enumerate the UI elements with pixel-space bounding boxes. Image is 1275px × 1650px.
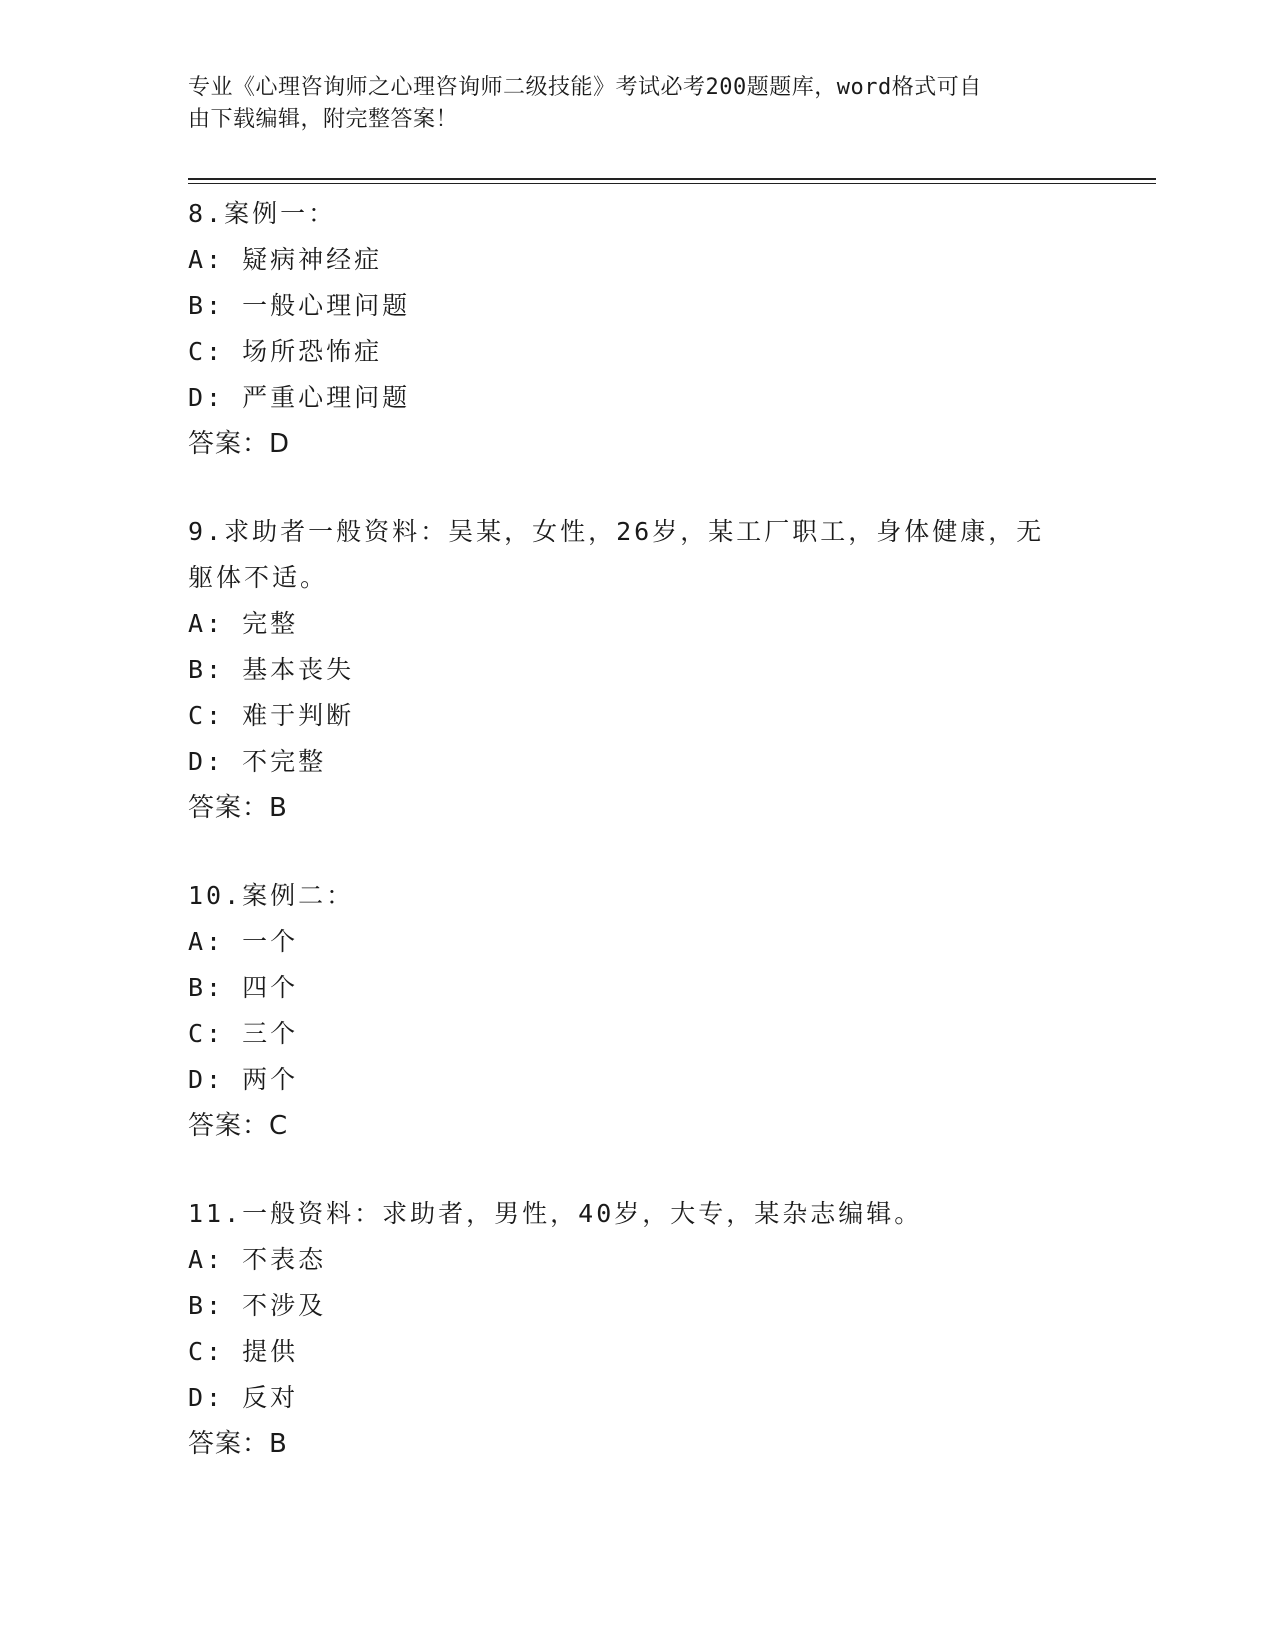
option-a: A: 一个 — [188, 927, 299, 956]
answer-line: 答案：D — [188, 429, 291, 459]
question-stem: 10.案例二： — [188, 881, 355, 910]
option-d: D: 两个 — [188, 1065, 299, 1094]
question-list — [188, 191, 1088, 1509]
question-stem: 8.案例一： — [188, 199, 337, 228]
question-stem: 躯体不适。 — [188, 563, 329, 592]
header-line: 专业《心理咨询师之心理咨询师二级技能》考试必考200题题库，word格式可自 — [188, 75, 982, 100]
option-a: A: 不表态 — [188, 1245, 327, 1274]
answer-line: 答案：B — [188, 1429, 288, 1459]
option-c: C: 场所恐怖症 — [188, 337, 383, 366]
question-block — [188, 509, 1088, 831]
option-b: B: 基本丧失 — [188, 655, 355, 684]
option-c: C: 难于判断 — [188, 701, 355, 730]
question-block — [188, 191, 1088, 467]
question-stem: 9.求助者一般资料：吴某，女性，26岁，某工厂职工，身体健康，无 — [188, 517, 1045, 546]
header-line: 由下载编辑，附完整答案！ — [188, 107, 459, 132]
option-a: A: 疑病神经症 — [188, 245, 383, 274]
header-divider — [188, 183, 1156, 184]
question-stem: 11.一般资料：求助者，男性，40岁，大专，某杂志编辑。 — [188, 1199, 923, 1228]
option-c: C: 提供 — [188, 1337, 299, 1366]
answer-line: 答案：C — [188, 1111, 289, 1141]
document-header — [188, 72, 1068, 136]
option-d: D: 反对 — [188, 1383, 299, 1412]
option-b: B: 一般心理问题 — [188, 291, 411, 320]
option-b: B: 不涉及 — [188, 1291, 327, 1320]
option-c: C: 三个 — [188, 1019, 299, 1048]
question-block — [188, 1191, 1088, 1467]
option-a: A: 完整 — [188, 609, 299, 638]
answer-line: 答案：B — [188, 793, 288, 823]
option-d: D: 不完整 — [188, 747, 327, 776]
question-block — [188, 873, 1088, 1149]
header-divider — [188, 178, 1156, 180]
option-d: D: 严重心理问题 — [188, 383, 411, 412]
option-b: B: 四个 — [188, 973, 299, 1002]
